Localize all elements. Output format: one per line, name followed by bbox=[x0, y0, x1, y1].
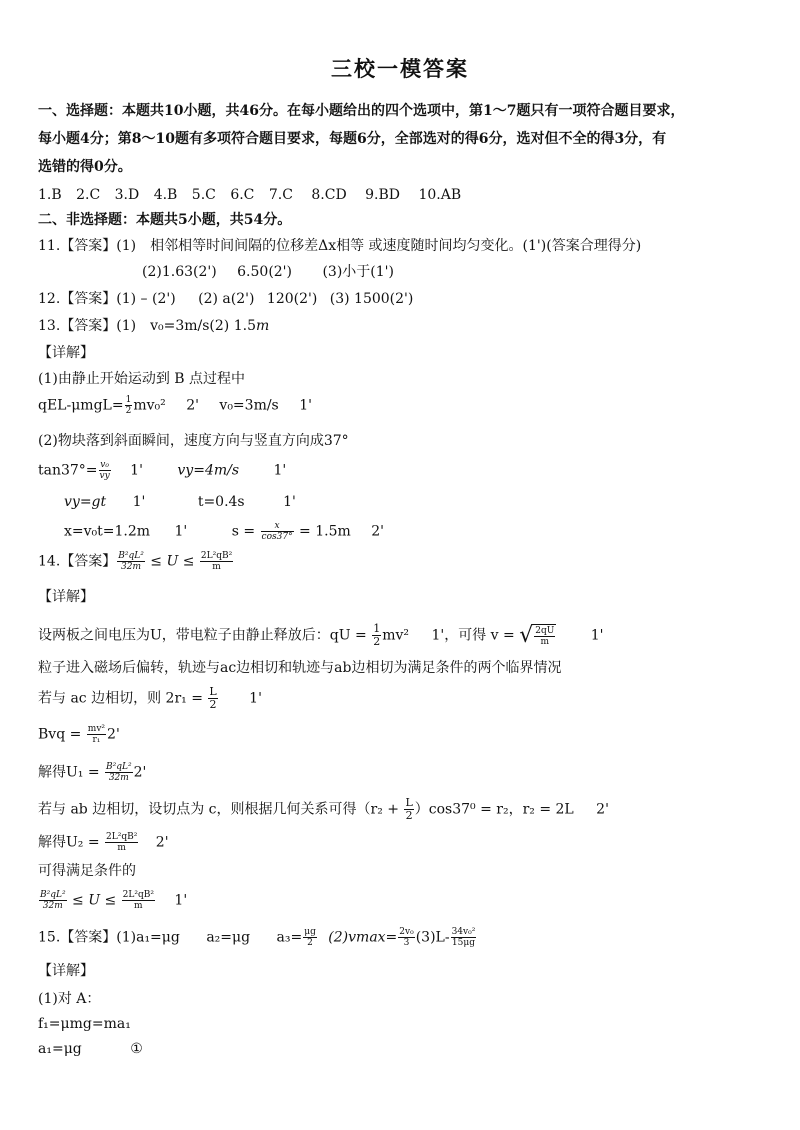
q12-label: 12.【答案】 bbox=[38, 291, 117, 307]
frac-denominator: m bbox=[540, 637, 550, 647]
q14-answer bbox=[38, 551, 234, 572]
q15-a2: a₂=μg bbox=[206, 929, 251, 946]
sqrt-sign: √ bbox=[519, 622, 534, 648]
q13-eq1-score2: 1' bbox=[299, 397, 312, 414]
q14-answer-inequality: ≤ U ≤ bbox=[150, 553, 195, 570]
q13-eq4-fraction bbox=[261, 521, 294, 542]
q13-eq2 bbox=[38, 460, 286, 481]
choice-answer: 1.B bbox=[38, 187, 62, 203]
frac-numerator: 2L²qB² bbox=[106, 832, 138, 842]
choice-answer: 10.AB bbox=[418, 187, 462, 203]
q15-a4-text: (2)vmax= bbox=[328, 929, 398, 946]
frac-numerator: B²qL² bbox=[106, 762, 132, 772]
frac-numerator: 2L²qB² bbox=[200, 551, 233, 561]
q14-p6-text2: ）cos37⁰ = r₂，r₂ = 2L bbox=[414, 801, 574, 818]
q14-p9-fraction-right bbox=[122, 890, 155, 911]
q13-eq3-score2: 1' bbox=[283, 494, 296, 510]
frac-denominator: 15μg bbox=[451, 938, 475, 948]
q13-eq4-score: 1' bbox=[174, 523, 188, 540]
frac-denominator: 2 bbox=[373, 635, 381, 648]
q14-p7-fraction bbox=[105, 832, 138, 853]
q14-detail-p8: 可得满足条件的 bbox=[38, 863, 136, 879]
q14-detail-p5 bbox=[38, 762, 146, 783]
q13-eq3-score: 1' bbox=[132, 494, 146, 510]
q15-p3-text: a₁=μg bbox=[38, 1041, 82, 1057]
q13-eq3-text: vy=gt bbox=[64, 494, 107, 510]
q14-p6-fraction bbox=[404, 797, 413, 822]
q14-p1-fraction bbox=[372, 623, 381, 648]
frac-numerator: B²qL² bbox=[40, 890, 66, 900]
section1-instructions-line3: 选错的得0分。 bbox=[38, 159, 132, 175]
q13-eq1-score: 2' bbox=[186, 397, 199, 414]
q13-eq4-text: x=v₀t=1.2m bbox=[64, 523, 151, 540]
q13-answer bbox=[38, 317, 269, 335]
q11-label: 11.【答案】 bbox=[38, 238, 117, 254]
frac-numerator: B²qL² bbox=[118, 551, 144, 561]
choice-answer: 7.C bbox=[268, 187, 293, 203]
q14-p9-score: 1' bbox=[174, 892, 188, 909]
q14-p1-sqrt-fraction bbox=[534, 626, 555, 647]
q15-detail-p1: (1)对 A： bbox=[38, 991, 101, 1007]
q14-answer-fraction-left bbox=[117, 551, 145, 572]
choice-answer: 9.BD bbox=[365, 187, 401, 203]
q14-detail-p9 bbox=[38, 890, 187, 911]
q12-part2a: (2) a(2') bbox=[198, 291, 255, 307]
frac-denominator: 32m bbox=[121, 562, 142, 572]
q13-eq3 bbox=[64, 493, 296, 511]
q13-eq4-result: = 1.5m bbox=[299, 523, 351, 540]
frac-denominator: 32m bbox=[108, 773, 129, 783]
q11-answer-line2 bbox=[142, 263, 394, 281]
frac-numerator: L bbox=[405, 796, 413, 809]
frac-numerator: 1 bbox=[373, 622, 381, 635]
frac-numerator: L bbox=[209, 685, 217, 698]
choice-answer: 2.C bbox=[76, 187, 101, 203]
frac-numerator: v₀ bbox=[100, 460, 109, 470]
frac-numerator: μg bbox=[304, 927, 316, 937]
q14-p3-fraction bbox=[208, 686, 217, 711]
q14-detail-p7 bbox=[38, 832, 169, 853]
q14-p4-fraction bbox=[87, 724, 106, 745]
frac-denominator: cos37° bbox=[261, 532, 293, 542]
q11-part1: (1) 相邻相等时间间隔的位移差Δx相等 或速度随时间均匀变化。(1')(答案合理得分) bbox=[116, 238, 642, 254]
q11-answer-line1 bbox=[38, 237, 641, 255]
frac-denominator: r₁ bbox=[92, 735, 101, 745]
q15-p3-marker: ① bbox=[130, 1041, 143, 1057]
q15-a5-text: (3)L- bbox=[415, 929, 450, 946]
q15-answer bbox=[38, 927, 477, 948]
q15-detail-p2: f₁=μmg=ma₁ bbox=[38, 1016, 131, 1032]
q14-p1-text: 设两板之间电压为U，带电粒子由静止释放后：qU = bbox=[38, 627, 367, 644]
q13-eq2-fraction bbox=[99, 460, 111, 481]
q14-p3-score: 1' bbox=[249, 690, 262, 707]
q12-part2b: 120(2') bbox=[266, 291, 318, 307]
frac-numerator: mv² bbox=[87, 724, 106, 734]
q14-p5-text: 解得U₁ = bbox=[38, 764, 100, 781]
q12-part1: (1) – (2') bbox=[116, 291, 176, 307]
q14-p7-score: 2' bbox=[155, 834, 169, 851]
q11-part3: (3)小于(1') bbox=[322, 264, 394, 280]
frac-denominator: 2 bbox=[405, 809, 413, 822]
frac-numerator: 2v₀ bbox=[399, 927, 414, 937]
q13-answer-text: (1) v₀=3m/s(2) 1.5 bbox=[116, 318, 256, 334]
q14-p6-score: 2' bbox=[596, 801, 609, 818]
q12-answer bbox=[38, 290, 413, 308]
q13-detail-heading: 【详解】 bbox=[38, 345, 94, 361]
frac-numerator: x bbox=[261, 521, 294, 532]
q15-a1: (1)a₁=μg bbox=[116, 929, 180, 946]
frac-numerator: 1 bbox=[125, 395, 132, 405]
frac-numerator: 34v₀² bbox=[451, 927, 476, 937]
frac-denominator: 2 bbox=[125, 406, 132, 416]
q15-detail-p3 bbox=[38, 1040, 143, 1058]
frac-denominator: 2 bbox=[209, 698, 217, 711]
frac-denominator: 2 bbox=[307, 938, 313, 948]
frac-denominator: m bbox=[117, 843, 126, 853]
q14-p6-text: 若与 ab 边相切，设切点为 c，则根据几何关系可得（r₂ + bbox=[38, 801, 399, 818]
q14-p1-term: mv² bbox=[382, 627, 409, 644]
frac-numerator: 2qU bbox=[535, 626, 555, 636]
q14-p9-fraction-left bbox=[39, 890, 67, 911]
q15-a3-fraction bbox=[303, 927, 317, 948]
q13-eq4-score2: 2' bbox=[371, 523, 384, 540]
q13-detail-p2: (2)物块落到斜面瞬间，速度方向与竖直方向成37° bbox=[38, 433, 349, 449]
q14-p5-fraction bbox=[105, 762, 133, 783]
q15-detail-heading: 【详解】 bbox=[38, 963, 94, 979]
q13-eq2-text: tan37°= bbox=[38, 462, 98, 479]
q14-answer-fraction-right bbox=[200, 551, 233, 572]
q11-part2a: (2)1.63(2') bbox=[142, 264, 217, 280]
q13-eq2-score2: 1' bbox=[273, 462, 287, 479]
choice-answers-row bbox=[38, 186, 461, 204]
q12-part3: (3) 1500(2') bbox=[329, 291, 414, 307]
frac-denominator: m bbox=[134, 901, 143, 911]
q14-p4-text: Bvq = bbox=[38, 726, 82, 743]
q15-a3-text: a₃= bbox=[276, 929, 303, 946]
q13-eq1-fraction bbox=[125, 395, 133, 416]
choice-answer: 3.D bbox=[114, 187, 140, 203]
q13-label: 13.【答案】 bbox=[38, 318, 117, 334]
frac-denominator: m bbox=[212, 562, 221, 572]
q13-eq1 bbox=[38, 395, 312, 416]
q13-eq2-score: 1' bbox=[130, 462, 143, 479]
page-title: 三校一模答案 bbox=[331, 56, 469, 81]
q13-eq1-term: mv₀² bbox=[133, 397, 166, 414]
q14-detail-heading: 【详解】 bbox=[38, 589, 94, 605]
frac-numerator: 2L²qB² bbox=[122, 890, 154, 900]
q14-detail-p6 bbox=[38, 797, 609, 822]
q11-part2b: 6.50(2') bbox=[237, 264, 292, 280]
q14-p4-score: 2' bbox=[107, 726, 120, 743]
q13-eq2-result: vy=4m/s bbox=[177, 462, 240, 479]
choice-answer: 8.CD bbox=[311, 187, 347, 203]
q14-p7-text: 解得U₂ = bbox=[38, 834, 100, 851]
q13-eq4 bbox=[64, 521, 384, 542]
q14-detail-p3 bbox=[38, 686, 262, 711]
q13-eq4-lhs: s = bbox=[231, 523, 256, 540]
q15-label: 15.【答案】 bbox=[38, 929, 117, 946]
q13-detail-p1: (1)由静止开始运动到 B 点过程中 bbox=[38, 371, 246, 387]
q14-p1-score2: 1' bbox=[590, 627, 604, 644]
q13-eq3-result: t=0.4s bbox=[197, 494, 245, 510]
choice-answer: 4.B bbox=[153, 187, 178, 203]
frac-denominator: vy bbox=[99, 471, 110, 481]
q13-eq1-result: v₀=3m/s bbox=[219, 397, 279, 414]
section1-instructions-line1: 一、选择题：本题共10小题，共46分。在每小题给出的四个选项中，第1～7题只有一项符合题目要求， bbox=[38, 103, 685, 119]
q14-detail-p2: 粒子进入磁场后偏转，轨迹与ac边相切和轨迹与ab边相切为满足条件的两个临界情况 bbox=[38, 660, 562, 676]
q13-answer-unit: m bbox=[255, 318, 270, 334]
q14-p5-score: 2' bbox=[133, 764, 147, 781]
q14-detail-p1 bbox=[38, 623, 604, 648]
frac-denominator: 3 bbox=[403, 938, 410, 948]
q14-p1-score-text: 1'，可得 v = bbox=[431, 627, 515, 644]
q14-p9-inequality: ≤ U ≤ bbox=[72, 892, 117, 909]
q14-detail-p4 bbox=[38, 724, 120, 745]
q15-a5-fraction bbox=[451, 927, 477, 948]
q14-p3-text: 若与 ac 边相切，则 2r₁ = bbox=[38, 690, 203, 707]
section1-instructions-line2: 每小题4分；第8～10题有多项符合题目要求，每题6分，全部选对的得6分，选对但不全的得3分，有 bbox=[38, 131, 667, 147]
q14-p1-sqrt-body bbox=[533, 624, 556, 647]
q15-a4-fraction bbox=[398, 927, 414, 948]
q14-label: 14.【答案】 bbox=[38, 553, 117, 570]
choice-answer: 6.C bbox=[230, 187, 255, 203]
choice-answer: 5.C bbox=[191, 187, 216, 203]
frac-denominator: 32m bbox=[42, 901, 63, 911]
q13-eq1-text: qEL-μmgL= bbox=[38, 397, 124, 414]
section2-heading: 二、非选择题：本题共5小题，共54分。 bbox=[38, 212, 292, 228]
